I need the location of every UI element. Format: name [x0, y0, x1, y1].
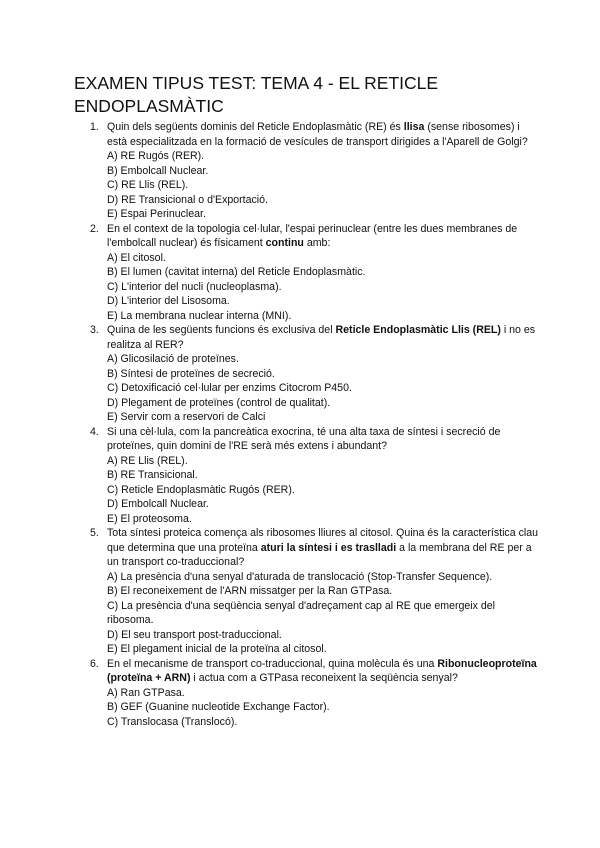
- question-text: [107, 323, 540, 352]
- answer-option: E) Espai Perinuclear.: [107, 208, 206, 220]
- answer-option: A) Ran GTPasa.: [107, 686, 185, 699]
- question-text-part: i no es realitza al RER?: [107, 324, 536, 351]
- question-item: [0, 323, 600, 425]
- answer-option: D) L'interior del Lisosoma.: [107, 295, 230, 307]
- question-item: [0, 657, 600, 730]
- document-title: EXAMEN TIPUS TEST: TEMA 4 - EL RETICLE ENDOPLASMÀTIC: [74, 73, 439, 116]
- answer-option: C) L'interior del nucli (nucleoplasma).: [107, 280, 282, 293]
- answer-option: B) Síntesi de proteïnes de secreció.: [107, 367, 275, 380]
- question-text: [107, 120, 540, 149]
- answer-option: B) RE Transicional.: [107, 469, 198, 481]
- question-item: [0, 425, 600, 527]
- answer-option: C) RE Llis (REL).: [107, 179, 189, 191]
- answer-option: D) Plegament de proteïnes (control de qualitat).: [107, 396, 331, 409]
- answer-option: D) Embolcall Nuclear.: [107, 498, 209, 510]
- question-list: [0, 120, 600, 729]
- question-text: [107, 526, 540, 570]
- answer-option: B) GEF (Guanine nucleotide Exchange Factor).: [107, 701, 330, 713]
- answer-option: E) La membrana nuclear interna (MNI).: [107, 309, 292, 322]
- answer-option: C) Translocasa (Translocó).: [107, 715, 238, 728]
- answer-option: C) Detoxificació cel·lular per enzims Citocrom P450.: [107, 382, 352, 394]
- question-number: 5.: [90, 527, 99, 539]
- answer-option: D) RE Transicional o d'Exportació.: [107, 193, 268, 206]
- question-text-part: a la membrana del RE per a un transport co-traduccional?: [107, 541, 532, 568]
- answer-option: D) El seu transport post-traduccional.: [107, 628, 282, 641]
- question-text-bold: Reticle Endoplasmàtic Llis (REL): [335, 324, 501, 336]
- answer-option: A) RE Rugós (RER).: [107, 150, 205, 162]
- question-text-part: (sense ribosomes) i està especialitzada en la formació de vesícules de transport dirigides a l'Aparell de Golgi?: [107, 121, 528, 148]
- question-text-part: Tota síntesi proteica comença als ribosomes lliures al citosol. Quina és la característica clau que determina que una proteïna: [107, 527, 539, 554]
- question-text: [107, 657, 540, 686]
- question-item: [0, 222, 600, 324]
- answer-option: A) El citosol.: [107, 251, 166, 264]
- question-text-bold: continu: [265, 237, 304, 249]
- question-text-bold: llisa: [403, 121, 425, 133]
- answer-option: E) Servir com a reservori de Calci: [107, 411, 266, 423]
- question-text-part: Quin dels següents dominis del Reticle Endoplasmàtic (RE) és: [107, 121, 404, 133]
- question-text: [107, 222, 540, 251]
- question-text-part: Si una cèl·lula, com la pancreàtica exocrina, té una alta taxa de síntesi i secreció de proteïnes, quin domini de l'RE serà més extens i abundant?: [107, 425, 501, 452]
- answer-option: A) RE Llis (REL).: [107, 454, 188, 467]
- question-text: [107, 425, 540, 454]
- answer-option: C) La presència d'una seqüència senyal d'adreçament cap al RE que emergeix del ribosoma.: [107, 599, 496, 626]
- question-number: 1.: [90, 121, 99, 133]
- answer-option: B) El reconeixement de l'ARN missatger per la Ran GTPasa.: [107, 585, 393, 597]
- question-number: 6.: [90, 657, 99, 670]
- question-number: 3.: [90, 324, 99, 336]
- question-text-bold: Ribonucleoproteïna (proteïna + ARN): [107, 657, 537, 684]
- answer-option: B) El lumen (cavitat interna) del Reticle Endoplasmàtic.: [107, 266, 366, 278]
- question-text-part: i actua com a GTPasa reconeixent la seqüència senyal?: [190, 672, 458, 684]
- answer-option: A) Glicosilació de proteïnes.: [107, 353, 239, 365]
- question-number: 4.: [90, 425, 99, 438]
- answer-option: B) Embolcall Nuclear.: [107, 164, 209, 177]
- question-text-bold: aturi la síntesi i es traslladi: [260, 541, 397, 554]
- answer-option: A) La presència d'una senyal d'aturada de translocació (Stop-Transfer Sequence).: [107, 570, 493, 583]
- question-item: [0, 526, 600, 657]
- question-number: 2.: [90, 222, 99, 235]
- question-item: [0, 120, 600, 222]
- question-text-part: Quina de les següents funcions és exclusiva del: [107, 324, 336, 336]
- answer-option: E) El plegament inicial de la proteïna al citosol.: [107, 643, 327, 655]
- answer-option: E) El proteosoma.: [107, 512, 192, 525]
- question-text-part: En el mecanisme de transport co-traduccional, quina molècula és una: [107, 657, 438, 670]
- answer-option: C) Reticle Endoplasmàtic Rugós (RER).: [107, 483, 295, 496]
- question-text-part: amb:: [303, 237, 331, 249]
- question-text-part: En el context de la topologia cel·lular, l'espai perinuclear (entre les dues membranes de l'embolcall nuclear) és físicament: [107, 222, 518, 249]
